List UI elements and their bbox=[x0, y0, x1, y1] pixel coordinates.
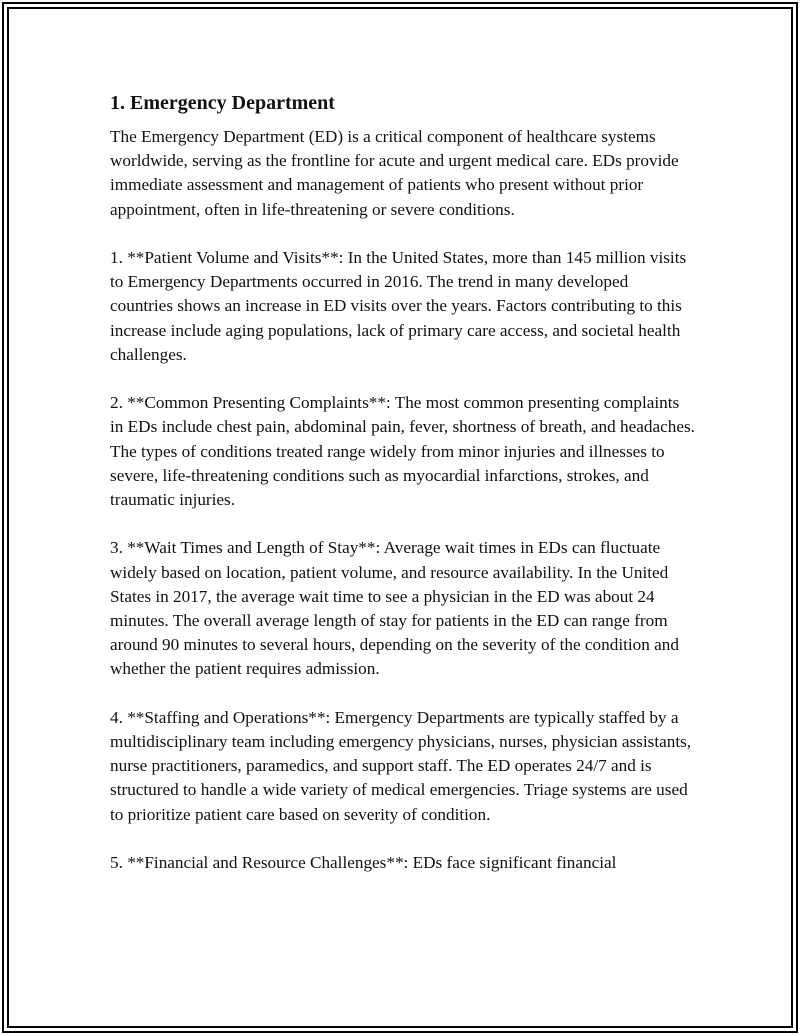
paragraph-financial: 5. **Financial and Resource Challenges**: EDs face significant financial bbox=[110, 853, 617, 873]
paragraph-wait-times: 3. **Wait Times and Length of Stay**: Average wait times in EDs can fluctuate widely based on location, patient volume, and resource availability. In the United States in 2017, the average wait time to see a physician in the ED was about 24 minutes. The overall average length of stay for patients in the ED can range from around 90 minutes to several hours, depending on the severity of the condition and whether the patient requires admission. bbox=[110, 538, 679, 679]
section-heading: 1. Emergency Department bbox=[110, 92, 335, 114]
paragraph-common-complaints: 2. **Common Presenting Complaints**: The most common presenting complaints in EDs include chest pain, abdominal pain, fever, shortness of breath, and headaches. The types of conditions treated range widely from minor injuries and illnesses to severe, life-threatening conditions such as myocardial infarctions, strokes, and traumatic injuries. bbox=[110, 393, 695, 510]
paragraph-patient-volume: 1. **Patient Volume and Visits**: In the United States, more than 145 million visits to Emergency Departments occurred in 2016. The trend in many developed countries shows an increase in ED visits over the years. Factors contributing to this increase include aging populations, lack of primary care access, and societal health challenges. bbox=[110, 248, 687, 364]
paragraph-staffing: 4. **Staffing and Operations**: Emergency Departments are typically staffed by a multidisciplinary team including emergency physicians, nurses, physician assistants, nurse practitioners, paramedics, and support staff. The ED operates 24/7 and is structured to handle a wide variety of medical emergencies. Triage systems are used to prioritize patient care based on severity of condition. bbox=[110, 707, 692, 824]
document-body bbox=[110, 89, 695, 899]
intro-paragraph: The Emergency Department (ED) is a critical component of healthcare systems worldwide, serving as the frontline for acute and urgent medical care. EDs provide immediate assessment and management of patients who present without prior appointment, often in life-threatening or severe conditions. bbox=[110, 127, 679, 219]
